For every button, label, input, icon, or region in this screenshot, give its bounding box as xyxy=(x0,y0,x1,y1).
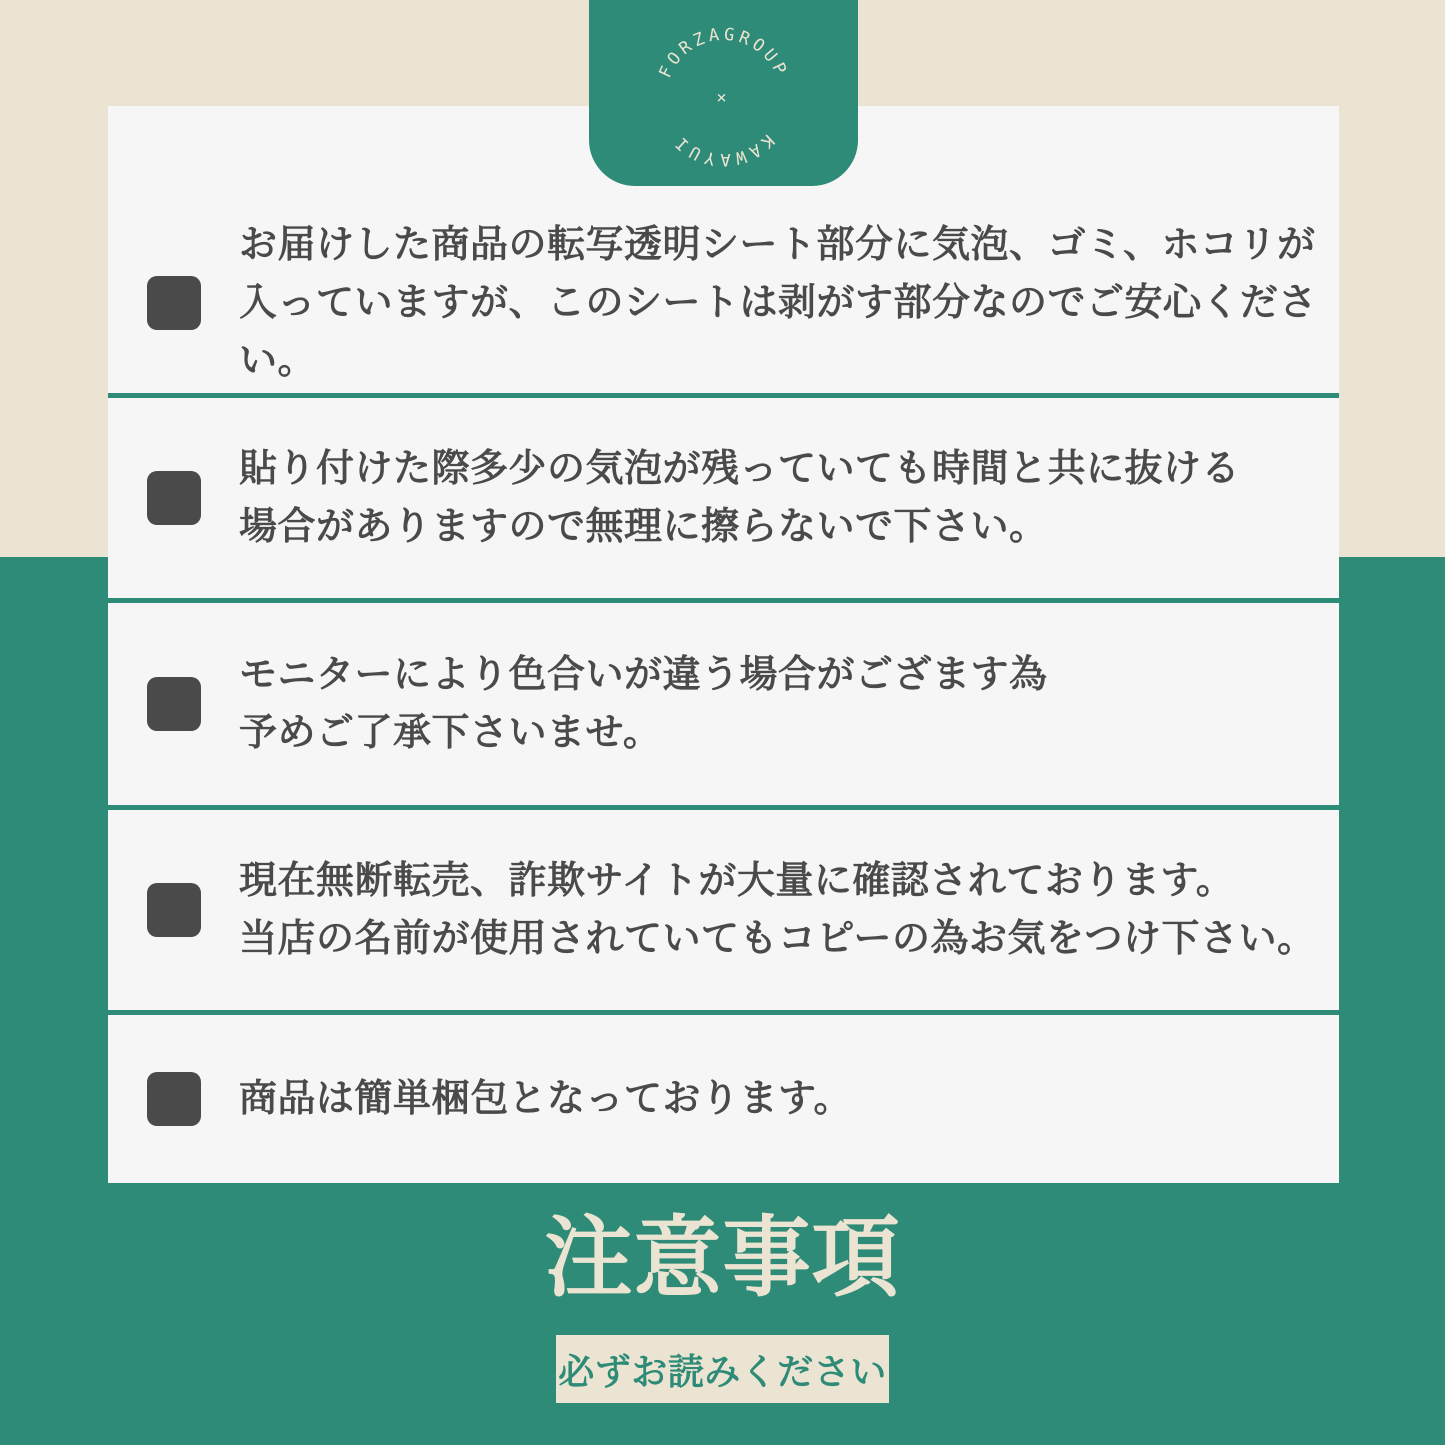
brand-logo-icon xyxy=(589,0,858,186)
notice-box xyxy=(108,398,1339,598)
checkbox-icon xyxy=(147,883,201,937)
svg-text:KAWAYUI xyxy=(669,130,778,169)
brand-arc-bottom-text: KAWAYUI xyxy=(669,130,778,170)
svg-text:FORZAGROUP xyxy=(655,25,791,81)
brand-arc-top-text: FORZAGROUP xyxy=(655,24,792,82)
checkbox-icon xyxy=(147,471,201,525)
page-title: 注意事項 xyxy=(544,1208,901,1307)
checkbox-icon xyxy=(147,1072,201,1126)
checkbox-icon xyxy=(147,677,201,731)
notice-line: 現在無断転売、詐欺サイトが大量に確認されております。 xyxy=(239,860,1235,902)
notice-line: 場合がありますので無理に擦らないで下さい。 xyxy=(239,506,1048,548)
notice-panel xyxy=(108,106,1339,1183)
notice-box xyxy=(108,603,1339,805)
must-read-label: 必ずお読みください xyxy=(556,1335,889,1403)
notice-line: 当店の名前が使用されていてもコピーの為お気をつけ下さい。 xyxy=(239,918,1316,960)
notice-line: モニターにより色合いが違う場合がござます為 xyxy=(239,654,1048,696)
notice-line: 入っていますが、このシートは剥がす部分なのでご安心ください。 xyxy=(239,281,1318,382)
notice-line: 商品は簡単梱包となっております。 xyxy=(239,1078,852,1120)
notice-line: 予めご了承下さいませ。 xyxy=(239,712,662,754)
checkbox-icon xyxy=(147,276,201,330)
notice-line: 貼り付けた際多少の気泡が残っていても時間と共に抜ける xyxy=(239,448,1241,490)
notice-box xyxy=(108,810,1339,1010)
brand-badge xyxy=(589,0,858,186)
notice-line: お届けした商品の転写透明シート部分に気泡、ゴミ、ホコリが xyxy=(239,223,1316,266)
notice-box xyxy=(108,1015,1339,1183)
brand-cross-icon: × xyxy=(716,88,731,108)
